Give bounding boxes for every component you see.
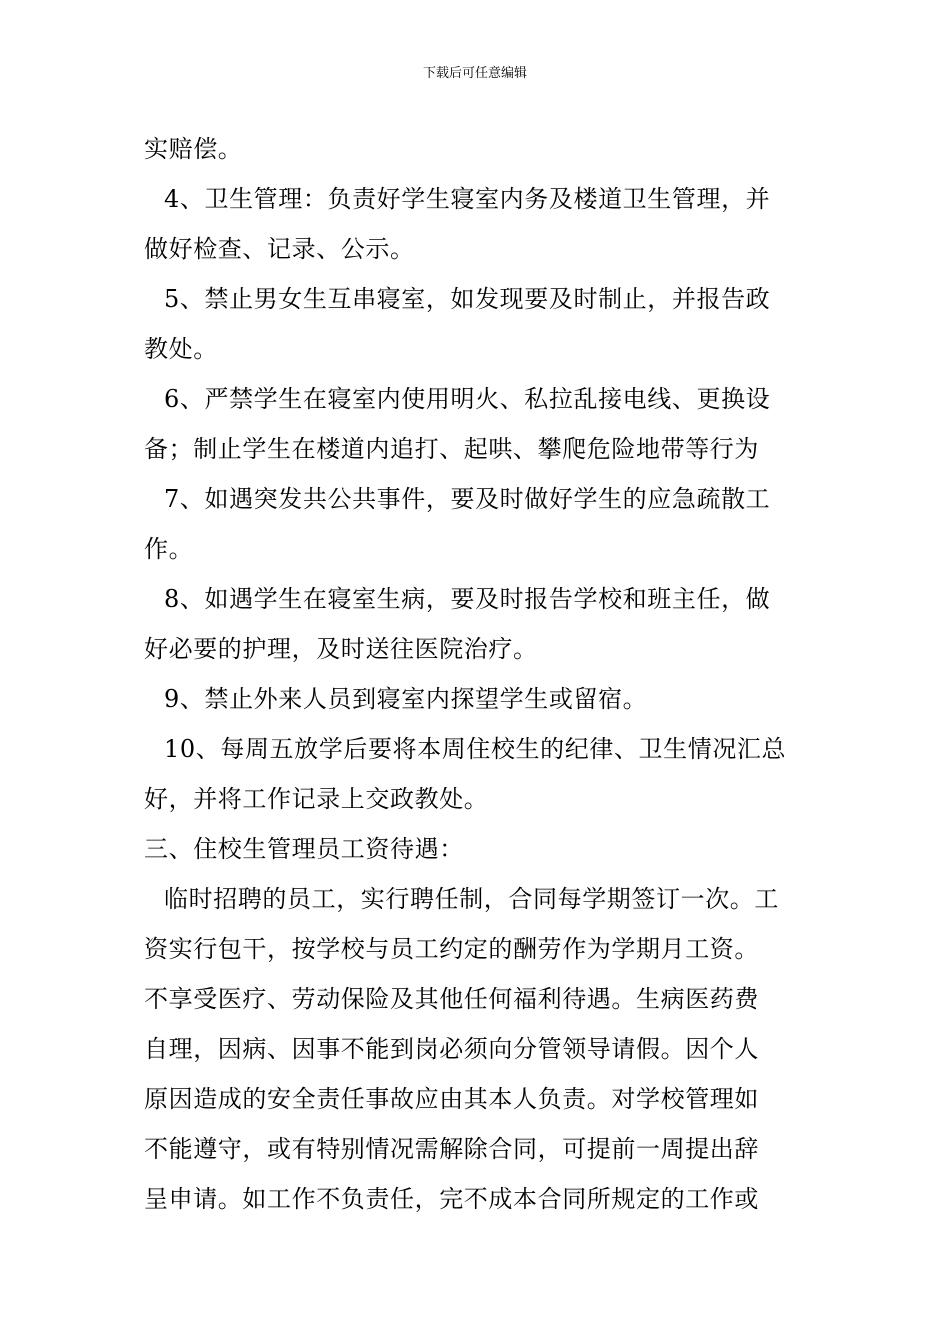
text-line: 好必要的护理，及时送往医院治疗。 xyxy=(144,635,538,663)
text-line: 7、如遇突发共公共事件，要及时做好学生的应急疏散工 xyxy=(164,485,771,513)
text-line: 8、如遇学生在寝室生病，要及时报告学校和班主任，做 xyxy=(164,585,771,613)
text-line: 5、禁止男女生互串寝室，如发现要及时制止，并报告政 xyxy=(164,285,771,313)
text-line: 6、严禁学生在寝室内使用明火、私拉乱接电线、更换设 xyxy=(164,385,771,413)
text-line: 呈申请。如工作不负责任，完不成本合同所规定的工作或 xyxy=(144,1185,759,1213)
text-line: 作。 xyxy=(144,535,194,563)
text-line: 教处。 xyxy=(144,335,218,363)
text-line: 好，并将工作记录上交政教处。 xyxy=(144,785,489,813)
document-body xyxy=(144,124,809,1224)
text-line: 4、卫生管理：负责好学生寝室内务及楼道卫生管理，并 xyxy=(164,185,771,213)
text-line: 10、每周五放学后要将本周住校生的纪律、卫生情况汇总 xyxy=(164,735,787,763)
text-line: 不享受医疗、劳动保险及其他任何福利待遇。生病医药费 xyxy=(144,985,759,1013)
text-line: 做好检查、记录、公示。 xyxy=(144,235,415,263)
text-line: 9、禁止外来人员到寝室内探望学生或留宿。 xyxy=(164,685,648,713)
text-line: 备；制止学生在楼道内追打、起哄、攀爬危险地带等行为 xyxy=(144,435,759,463)
section-heading: 三、住校生管理员工资待遇： xyxy=(144,835,464,863)
text-line: 资实行包干，按学校与员工约定的酬劳作为学期月工资。 xyxy=(144,935,759,963)
text-line: 实赔偿。 xyxy=(144,135,243,163)
text-line: 自理，因病、因事不能到岗必须向分管领导请假。因个人 xyxy=(144,1035,759,1063)
text-line: 原因造成的安全责任事故应由其本人负责。对学校管理如 xyxy=(144,1085,759,1113)
text-line: 临时招聘的员工，实行聘任制，合同每学期签订一次。工 xyxy=(164,885,779,913)
text-line: 不能遵守，或有特别情况需解除合同，可提前一周提出辞 xyxy=(144,1135,759,1163)
page-header: 下载后可任意编辑 xyxy=(422,66,527,81)
